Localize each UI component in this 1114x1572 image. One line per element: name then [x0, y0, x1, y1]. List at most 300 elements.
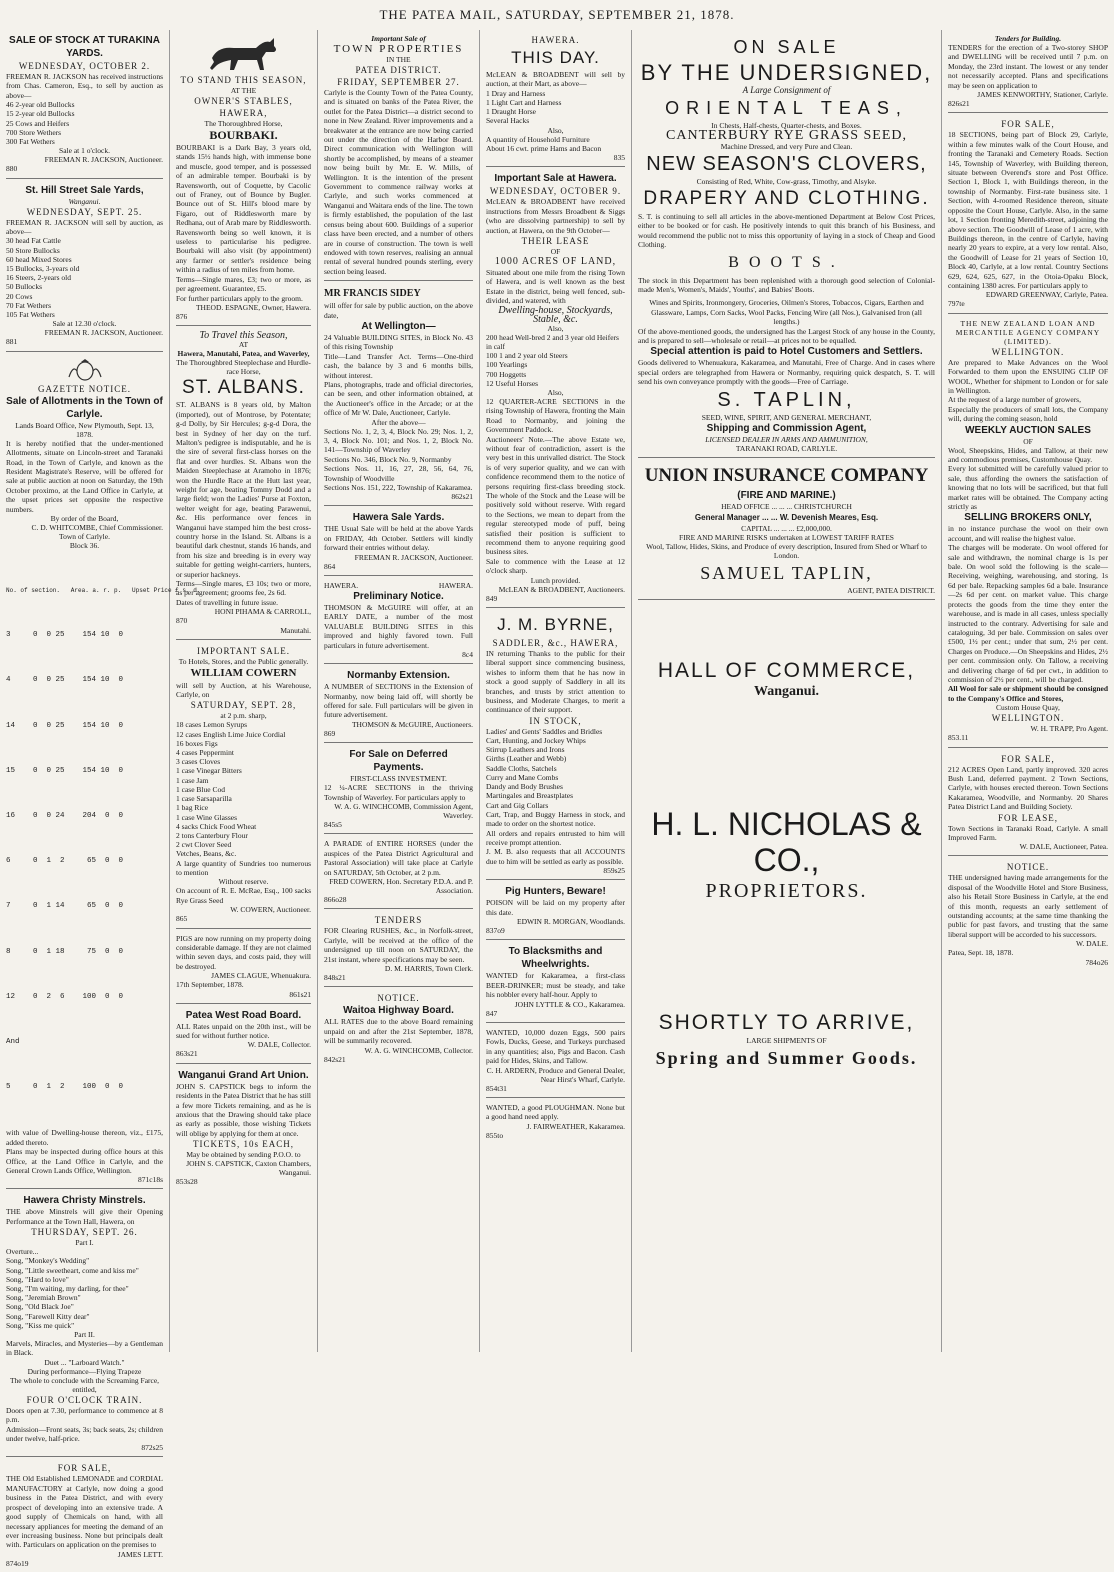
ad-ref: 865: [176, 914, 188, 924]
list-item: 18 cases Lemon Syrups: [176, 720, 248, 730]
section-item: Sections Nos. 151, 222, Township of Kakaramea.: [324, 483, 473, 493]
drapery-body: S. T. is continuing to sell all articles in the above-mentioned Department at Below Cost Prices, either to be booked or for cash. He positively intends to quit this branch of his Business, and would recommend the public not to miss this opportunity of laying in a stock of Cheap and Good Clothing.: [638, 212, 935, 250]
horse-line: The Thoroughbred Horse,: [204, 119, 283, 128]
list-item: 1 bag Rice: [176, 803, 209, 813]
ad-ref: 847: [486, 1008, 498, 1018]
shipping-line: Shipping and Commission Agent,: [706, 422, 867, 434]
horse-name: ST. ALBANS.: [182, 377, 305, 399]
above-line: Of the above-mentioned goods, the undersigned has the Largest Stock of any house in the County, and is prepared to sell—wholesale or retail—at prices not to be equalled.: [638, 326, 935, 346]
blacksmiths-ad: [486, 943, 625, 1023]
desc-line: The Thoroughbred Steeplechase and Hurdle-race Horse,: [176, 358, 311, 377]
trades-line: SEED, WINE, SPIRIT, AND GENERAL MERCHANT,: [701, 412, 872, 422]
normanby-extension-ad: [324, 667, 473, 743]
farce-title: FOUR O'CLOCK TRAIN.: [26, 1394, 143, 1405]
goods-list: [176, 720, 311, 858]
table-row: 14 0 0 25 154 10 0: [6, 721, 124, 730]
accounts-line: J. M. B. also requests that all ACCOUNTS due to him will be settled as early as possible.: [486, 847, 625, 866]
value-note: with value of Dwelling-house thereon, viz., £175, added thereto.: [6, 1128, 163, 1147]
obtain-line: May be obtained by sending P.O.O. to: [186, 1150, 301, 1160]
ad-place: Wanganui.: [68, 196, 101, 206]
firm-name: H. L. NICHOLAS & CO.,: [651, 805, 922, 878]
ad-date: 17th September, 1878.: [176, 980, 244, 990]
ad-ref: 854t31: [486, 1083, 507, 1093]
ad-title: FOR SALE,: [57, 1463, 112, 1474]
ad-date: WEDNESDAY, OCTOBER 2.: [18, 61, 151, 71]
list-item: 50 Store Bullocks: [6, 245, 60, 255]
at-line: AT: [238, 340, 249, 350]
ad-body: FREEMAN R. JACKSON will sell by auction, as above—: [6, 217, 163, 237]
lease-body: Town Sections in Taranaki Road, Carlyle. A small Improved Farm.: [948, 823, 1108, 842]
list-item: 25 Cows and Heifers: [6, 118, 70, 128]
st-hill-sale-yards-ad: [6, 182, 163, 352]
hawera-row: [324, 581, 473, 590]
trade-line: SADDLER, &c., HAWERA,: [492, 638, 619, 649]
list-item: Ladies' and Gents' Saddles and Bridles: [486, 726, 603, 736]
list-item: Song, "Farewell Kitty dear": [6, 1311, 90, 1321]
ad-date: WEDNESDAY, SEPT. 25.: [26, 206, 143, 217]
ad-ref: 870: [176, 616, 188, 626]
consigned-line: All Wool for sale or shipment should be consigned to the Company's Office and Stores,: [948, 684, 1108, 703]
ad-body: JOHN S. CAPSTICK begs to inform the residents in the Patea District that he has still a few more Tickets remaining, and as he is anxious that the Drawing should take place as early as possible, those wishing Tickets will oblige by applying for them at once.: [176, 1081, 311, 1138]
part-heading: Part I.: [75, 1238, 94, 1248]
ad-title: NOTICE.: [377, 993, 420, 1004]
section-item: Sections Nos. 11, 16, 27, 28, 56, 64, 76, Township of Woodville: [324, 464, 473, 483]
list-item: 12 Useful Horses: [486, 378, 539, 388]
table-row: And: [6, 1037, 20, 1046]
ad-signature: W. DALE.: [1075, 939, 1108, 949]
eggs-wanted-ad: [486, 1026, 625, 1098]
ad-body: will offer for sale by public auction, on the above date,: [324, 301, 473, 320]
town-heading: Town of Carlyle.: [59, 531, 110, 541]
more-line: About 16 cwt. prime Hams and Bacon: [486, 144, 602, 154]
wines-line: Wines and Spirits, Ironmongery, Groceries, Oilmen's Stores, Tobaccos, Cigars, Earthen and Glassware, Lamps, Corn Sacks, Wool Packs, Fencing Wire (all Nos.), Galvanised Iron (all lengths.): [649, 298, 924, 327]
ad-signature: J. FAIRWEATHER, Kakaramea.: [526, 1121, 625, 1131]
brokers-heading: SELLING BROKERS ONLY,: [964, 512, 1092, 524]
ad-ref: 853s28: [176, 1177, 198, 1187]
dates-line: Dates of travelling in future issue.: [176, 597, 279, 607]
ad-ref: 872s25: [141, 1443, 163, 1453]
list-item: Curry and Mane Combs: [486, 772, 559, 782]
ad-body: A PARADE of ENTIRE HORSES (under the auspices of the Patea District Agricultural and Pastoral Association) will take place at Carlyle on SATURDAY, 5th October, at 2 p.m.: [324, 839, 473, 877]
list-item: 16 Steers, 2-years old: [6, 273, 71, 283]
column-3: [318, 30, 480, 1352]
deferred-payments-ad: [324, 746, 473, 834]
table-row: 12 0 2 6 100 0 0: [6, 992, 124, 1001]
ad-title: Hawera Christy Minstrels.: [23, 1195, 146, 1207]
ad-body: McLEAN & BROADBENT will sell by auction, at their Mart, as above—: [486, 70, 625, 89]
masthead: THE PATEA MAIL, SATURDAY, SEPTEMBER 21, 1878.: [379, 7, 735, 22]
list-item: 1 Dray and Harness: [486, 88, 546, 98]
ad-body: PIGS are now running on my property doing considerable damage. If they are not claimed within seven days, and costs paid, they will be destroyed.: [176, 933, 311, 971]
ad-body: WANTED, 10,000 dozen Eggs, 500 pairs Fowls, Ducks, Geese, and Turkeys purchased in any quantities; also, Pigs and Bacon. Cash paid for Hides, Skins, and Tallow.: [486, 1027, 625, 1066]
charges-line: The charges will be moderate. On wool offered for sale and withdrawn, the nominal charge is 1s per bale. On wool sold the following is the scale—Receiving, weighing, warehousing, and storing, 1s 6d per bale. Repacking samples 6d a bale. Insurance—2s 6d per cent. on market value. This charge protects the goods from the time they enter the warehouse, and is made in all cases, unless specially instructed to the contrary. Advertising for sale and cataloguing, 3d per bale. Commission on sales over £500, 1½ per cent.; under that sum, 2½ per cent. Charges on Produce.—On Sheepskins and Hides, 2½ per cent. commission only. On Tallow, a receiving and delivering charge of 6d per cwt., in addition to commission of 2½ per cent., will be charged.: [948, 543, 1108, 684]
list-item: 2 tons Canterbury Flour: [176, 830, 248, 840]
ad-signature: FREEMAN R. JACKSON, Auctioneer.: [354, 552, 473, 562]
ad-title: Sale of Allotments in the Town of Carlyle.: [6, 395, 163, 420]
table-row: 5 0 1 2 100 0 0: [6, 1083, 124, 1092]
ad-ref: 784o26: [1085, 957, 1108, 967]
orders-line: All orders and repairs entrusted to him will receive prompt attention.: [486, 828, 625, 847]
list-item: Overture...: [6, 1247, 39, 1257]
list-item: 300 Fat Wethers: [6, 137, 55, 147]
during-line: During performance—Flying Trapeze: [27, 1366, 142, 1376]
ad-title: Important Sale at Hawera.: [494, 173, 617, 185]
ad-ref: 848s21: [324, 973, 346, 982]
horse-icon: [204, 36, 284, 72]
ad-body: POISON will be laid on my property after this date.: [486, 898, 625, 917]
sale-time: Sale at 1 o'clock.: [59, 146, 110, 156]
ad-body: THE undersigned having made arrangements for the disposal of the Woodville Hotel and Store Business, also his Retail Store Business in Carlyle, at the end of this month, requests an early settlement of outstanding accounts; at the same time thanking the public for past favors, and trusting that the same liberal support will be accorded to his successors.: [948, 873, 1108, 939]
hawera-sale-yards-ad: [324, 509, 473, 576]
duet-line: Duet ... "Larboard Watch.": [44, 1357, 125, 1367]
ad-title: St. Hill Street Sale Yards,: [25, 184, 144, 196]
especially-line: Especially the producers of small lots, the Company will, during the coming season, hold: [948, 404, 1108, 424]
list-item: Song, "Hard to love": [6, 1274, 69, 1284]
list-item: 12 cases English Lime Juice Cordial: [176, 729, 286, 739]
ad-ref: 826s21: [948, 99, 970, 109]
of-line: OF: [550, 247, 561, 257]
ad-body: WANTED, a good PLOUGHMAN. None but a good hand need apply.: [486, 1103, 625, 1122]
hawera-left: HAWERA.: [324, 581, 359, 591]
section-item: Sections No. 1, 2, 3, 4, Block No. 29; Nos. 1, 2, 3, 4, Block No. 101; and Nos. 1, 2, Block No. 141—Township of Waverley: [324, 426, 473, 455]
hall-title: HALL OF COMMERCE,: [657, 659, 916, 683]
ad-kicker: Important Sale of: [371, 34, 426, 43]
ad-ref: 835: [613, 153, 625, 163]
ad-body: THOMSON & McGUIRE will offer, at an EARLY DATE, a number of the most VALUABLE BUILDING SITES in this improved and highly favored town. Full particulars in future advertisement.: [324, 603, 473, 650]
horse-name: BOURBAKI.: [209, 128, 278, 142]
business-name: S. TAPLIN,: [717, 388, 856, 411]
in-stock-heading: IN STOCK,: [529, 715, 582, 726]
list-item: 60 head Mixed Stores: [6, 254, 72, 264]
ad-ref: 859s25: [603, 866, 625, 876]
list-item: 50 Bullocks: [6, 282, 43, 292]
dwelling-line: Dwelling-house, Stockyards, Stable, &c.: [498, 304, 613, 325]
weekly-heading: WEEKLY AUCTION SALES: [965, 424, 1091, 436]
dale-for-sale-ad: [948, 751, 1108, 857]
ad-signature: McLEAN & BROADBENT, Auctioneers.: [498, 584, 625, 594]
patea-west-road-board-ad: [176, 1007, 311, 1064]
list-item: 3 cases Cloves: [176, 757, 221, 767]
ad-ref: 862s21: [451, 492, 473, 502]
ad-body: It is hereby notified that the under-mentioned Allotments, situate on Lincoln-street and Taranaki Road, in the Town of Carlyle, and known as the Resident Magistrate's Reserve, will be offered for sale at public auction at noon on Saturday, the 19th October proximo, at the Land Office in Carlyle, at the upset prices set opposite the respective numbers.: [6, 438, 163, 514]
art-union-ad: [176, 1067, 311, 1191]
ad-subtitle: BY THE UNDERSIGNED,: [640, 60, 933, 85]
ad-ref: 863s21: [176, 1049, 198, 1059]
rye-sub: Machine Dressed, and very Pure and Clean.: [720, 142, 853, 151]
list-item: Dandy and Body Brushes: [486, 782, 563, 792]
stock-sale-turakina-ad: [6, 32, 163, 179]
list-item: 200 head Well-bred 2 and 3 year old Heifers in calf: [486, 332, 619, 351]
proprietors-line: PROPRIETORS.: [705, 879, 868, 902]
ad-subtitle: FIRST-CLASS INVESTMENT.: [350, 774, 447, 784]
list-item: 20 Cows: [6, 291, 33, 301]
list-item: Song, "Little sweetheart, come and kiss me": [6, 1265, 139, 1275]
st-albans-stud-ad: [176, 329, 311, 639]
waitoa-board-ad: [324, 990, 473, 1068]
ad-ref: 842s21: [324, 1054, 346, 1064]
ad-signature: EDWIN R. MORGAN, Woodlands.: [516, 916, 625, 926]
wool-line: Wool, Sheepskins, Hides, and Tallow, at their new and commodious premises, Customhouse Quay.: [948, 445, 1108, 464]
ad-ref: 866o28: [324, 894, 347, 904]
sundries-line: A large quantity of Sundries too numerous to mention: [176, 858, 311, 877]
goods-list: [486, 89, 625, 126]
lemonade-factory-ad: [6, 1460, 163, 1572]
ad-body: TENDERS for the erection of a Two-storey SHOP and DWELLING will be received until 7 p.m. on Monday, the 23rd instant. The lowest or any tender not necessarily accepted. Plans and specifications may be seen on application to: [948, 43, 1108, 90]
owner-line: OWNER'S STABLES, HAWERA,: [194, 96, 293, 118]
list-item: 100 Yearlings: [486, 360, 528, 370]
ad-body: ALL Rates unpaid on the 20th inst., will be sued for without further notice.: [176, 1021, 311, 1040]
list-item: 4 sacks Chick Food Wheat: [176, 821, 257, 831]
ad-ref: 845s5: [324, 819, 342, 829]
preliminary-notice-ad: [324, 579, 473, 664]
town-properties-ad: [324, 32, 473, 281]
stock-list: [6, 100, 163, 146]
lots-line: 24 Valuable BUILDING SITES, in Block No. 43 of this rising Township: [324, 332, 473, 352]
ad-body: FOR Clearing RUSHES, &c., in Norfolk-street, Carlyle, will be received at the office of the undersigned up till noon on SATURDAY, the 21st instant, where specifications may be seen.: [324, 926, 473, 964]
nicholas-hall-of-commerce-ad: [638, 603, 935, 1129]
auctioneer-name: MR FRANCIS SIDEY: [324, 288, 421, 300]
also-line: Also,: [547, 323, 564, 333]
terms-line: Terms—Single mares, £3; two or more, as per agreement. Guarantee, £5.: [176, 274, 311, 294]
ad-body: Carlyle is the County Town of the Patea County, and is situated on banks of the Patea River, the outlet for the Patea District—a district second to none in New Zealand. River improvements and a breakwater at the entrance are now being carried out under the direction of the Harbor Board. Direct communication with Wellington will shortly be accomplished, by means of a steamer now being built by Mr. E. W. Mills, of Wellington. It is the intention of the present Government to commence railway works at Carlyle, and such works commenced at Wanganui and Waitara ends of the line. The town is firmly established, the population of the last census being about 600. Buildings of a superior class have been erected, and a number of others are in course of construction. The town is well endowed with town reserves, realising an annual rental of several hundred pounds sterling, every section being leased.: [324, 88, 473, 276]
ad-ref: 881: [6, 337, 18, 347]
at-line: AT THE: [230, 86, 257, 95]
ad-signature: THEOD. ESPAGNE, Owner, Hawera.: [195, 302, 311, 312]
travel-heading: To Travel this Season,: [199, 330, 288, 342]
ad-title: THIS DAY.: [511, 48, 600, 67]
programme-list: [6, 1247, 163, 1330]
stock-list: [486, 727, 625, 810]
ad-ref: 861s21: [289, 989, 311, 999]
list-item: 700 Hoggetts: [486, 369, 527, 379]
consign-line: A Large Consignment of: [742, 85, 831, 95]
ad-title: Tenders for Building.: [994, 34, 1062, 43]
ad-place: Manutahi.: [280, 625, 311, 635]
sections-line: 12 QUARTER-ACRE SECTIONS in the rising Township of Hawera, fronting the Main Road to Normanby, and joining the Government Paddock.: [486, 396, 625, 435]
ad-title: ON SALE: [733, 37, 840, 57]
list-item: 1 Light Cart and Harness: [486, 98, 562, 108]
ad-body: IN returning Thanks to the public for their liberal support since commencing business, wishes to inform them that he has now in stock a good supply of Saddlery in all its branches, and trusts by strict attention to business, and Moderate Charges, to merit a continuance of their support.: [486, 649, 625, 715]
ad-signature: W. A. G. WINCHCOMB, Collector.: [364, 1045, 473, 1055]
important-sale-hawera-ad: [486, 170, 625, 608]
ploughman-wanted-ad: [486, 1101, 625, 1144]
ad-ref: 864: [324, 561, 336, 571]
teas-heading: ORIENTAL TEAS,: [665, 98, 908, 118]
lease-heading: FOR LEASE,: [997, 812, 1058, 823]
list-item: 46 2-year old Bullocks: [6, 100, 75, 110]
office-line: Lands Board Office, New Plymouth, Sept. 13, 1878.: [15, 420, 154, 439]
ad-signature: EDWARD GREENWAY, Carlyle, Patea.: [985, 290, 1108, 300]
ad-body: will sell by Auction, at his Warehouse, Carlyle, on: [176, 680, 311, 700]
section-item: Sections No. 346, Block No. 9, Normanby: [324, 454, 452, 464]
request-line: At the request of a large number of growers,: [948, 395, 1081, 405]
list-item: 1 Draught Horse: [486, 107, 536, 117]
list-item: Several Hacks: [486, 116, 530, 126]
table-row: 16 0 0 24 204 0 0: [6, 811, 124, 820]
ad-signature: JAMES CLAGUE, Whenuakura.: [211, 971, 311, 981]
notice-heading: GAZETTE NOTICE.: [38, 383, 131, 394]
also-line: Also,: [547, 125, 564, 135]
ad-signature: C. H. ARDERN, Produce and General Dealer, Near Hirst's Wharf, Carlyle.: [486, 1065, 625, 1084]
ad-title: UNION INSURANCE COMPANY: [644, 464, 929, 486]
ad-signature: W. H. TRAPP, Pro Agent.: [1030, 724, 1108, 734]
table-header: No. of section. Area. a. r. p. Upset Price £ s. d.: [6, 586, 201, 594]
arrive-heading: SHORTLY TO ARRIVE,: [658, 1011, 915, 1035]
list-item: 15 Bullocks, 3-years old: [6, 264, 80, 274]
ad-body: ALL RATES due to the above Board remaining unpaid on and after the 21st September, 1878, will be summarily recovered.: [324, 1017, 473, 1046]
sale-line: Sale to commence with the Lease at 12 o'clock sharp.: [486, 556, 625, 576]
nz-loan-company-ad: [948, 317, 1108, 748]
ad-signature: FREEMAN R. JACKSON, Auctioneer.: [44, 155, 163, 165]
plans-line: Plans, photographs, trade and official directories, can be seen, and other information obtained, at the Auctioneer's office in the Arcade; or at the office of Mr W. Dale, Auctioneer, Carlyle.: [324, 379, 473, 418]
cowern-important-sale-ad: [176, 643, 311, 929]
ad-ref: 871c18s: [138, 1175, 163, 1185]
head-office-line: HEAD OFFICE ... ... ... CHRISTCHURCH: [721, 501, 852, 511]
ad-title: Pig Hunters, Beware!: [505, 886, 606, 898]
more-line: A quantity of Household Furniture: [486, 134, 590, 144]
ad-place: WELLINGTON.: [991, 346, 1065, 357]
table-row: 3 0 0 25 154 10 0: [6, 631, 124, 640]
ad-ref: 880: [6, 164, 18, 174]
ad-ref: 853.11: [948, 733, 969, 743]
list-item: Song, "I'm waiting, my darling, for thee": [6, 1284, 129, 1294]
ad-body: McLEAN & BROADBENT have received instructions from Messrs Broadbent & Siggs (who are dissolving partnership) to sell by auction, at Hawera, on the 9th October—: [486, 197, 625, 235]
ad-title: IMPORTANT SALE.: [196, 645, 291, 656]
ad-signature: D. M. HARRIS, Town Clerk.: [384, 964, 473, 973]
ad-ref: 869: [324, 728, 336, 738]
column-2: [170, 30, 318, 1352]
lease-heading: THEIR LEASE: [521, 236, 590, 247]
part-heading: Part II.: [74, 1330, 95, 1340]
desc-line: Situated about one mile from the rising Town of Hawera, and is well known as the best Estate in the district, being well fenced, sub-divided, and watered, with: [486, 268, 625, 306]
column-5: [632, 30, 942, 1352]
plans-note: Plans may be inspected during office hours at this Office, at the Land Office in Carlyle, and the General Crown Lands Office, Wellington.: [6, 1147, 163, 1175]
ad-title: SALE OF STOCK AT TURAKINA YARDS.: [9, 35, 160, 59]
list-item: Song, "Old Black Joe": [6, 1302, 74, 1312]
list-item: 30 head Fat Cattle: [6, 236, 61, 246]
stock-list: [6, 236, 163, 319]
ad-title: TENDERS: [374, 915, 423, 926]
also-line: Also,: [547, 387, 564, 397]
ad-title: To Blacksmiths and Wheelwrights.: [508, 946, 603, 971]
ad-subtitle: Waitoa Highway Board.: [343, 1005, 454, 1017]
list-item: 16 boxes Figs: [176, 738, 218, 748]
table-row: 4 0 0 25 154 10 0: [6, 676, 124, 685]
list-item: 105 Fat Wethers: [6, 310, 55, 320]
ad-body: BOURBAKI is a Dark Bay, 3 years old, stands 15½ hands high, with immense bone and muscle, good temper, and is possessed of an admirable temper. Bourbaki is by Ravensworth, out of Coquette, by Cacolic out of Franey, out of Bounce by Bugler. Bounce out of St. Hill's blood mare by Figaro, out of Riddlesworth mare by Redhana, out of Arab mare by Riddlesworth. Ravensworth being so well known, it is useless to particularise his pedigree. Bourbaki will also visit (by appointment) any farmer or settler's residence being within a radius of ten miles from home.: [176, 143, 311, 275]
ad-signature: FREEMAN R. JACKSON, Auctioneer.: [44, 328, 163, 338]
taplin-on-sale-ad: [638, 32, 935, 458]
stand-heading: TO STAND THIS SEASON,: [180, 75, 307, 85]
part-body: Marvels, Miracles, and Mysteries—by a Gentleman in Black.: [6, 1339, 163, 1358]
ad-title: THE NEW ZEALAND LOAN AND MERCANTILE AGENCY COMPANY (LIMITED).: [955, 318, 1101, 346]
sale-time: Sale at 12.30 o'clock.: [52, 319, 117, 329]
manager-line: General Manager ... ... W. Devenish Meares, Esq.: [694, 512, 879, 522]
list-item: Stirrup Leathers and Irons: [486, 745, 565, 755]
rye-heading: CANTERBURY RYE GRASS SEED,: [666, 128, 907, 143]
ad-body: FREEMAN R. JACKSON has received instructions from Chas. Cameron, Esq., to sell by auction as above—: [6, 72, 163, 100]
after-line: After the above—: [371, 417, 426, 427]
ad-title: For Sale on Deferred Payments.: [349, 749, 448, 774]
list-item: Saddle Cloths, Satchels: [486, 763, 557, 773]
time-line: at 2 p.m. sharp,: [220, 711, 267, 721]
list-item: Song, "Jeremiah Brown": [6, 1293, 81, 1303]
column-4: [480, 30, 632, 1352]
dale-notice-ad: [948, 859, 1108, 970]
quay-line: Custom House Quay,: [996, 703, 1060, 713]
ad-title: TOWN PROPERTIES: [333, 43, 464, 55]
table-row: 15 0 0 25 154 10 0: [6, 766, 124, 775]
list-item: 1 case Vinegar Bitters: [176, 766, 242, 776]
list-item: 2 cwt Clover Seed: [176, 840, 232, 850]
union-insurance-ad: [638, 461, 935, 600]
acres-heading: 1000 ACRES OF LAND,: [494, 256, 617, 268]
ad-date: WEDNESDAY, OCTOBER 9.: [489, 186, 622, 197]
ad-title: Normanby Extension.: [347, 670, 450, 682]
places-line: Hawera, Manutahi, Patea, and Waverley,: [177, 349, 310, 359]
drapery-heading: DRAPERY AND CLOTHING.: [643, 188, 930, 209]
ad-ref: 797te: [948, 299, 965, 309]
ad-date: SATURDAY, SEPT. 28,: [190, 700, 297, 711]
list-item: 15 2-year old Bullocks: [6, 109, 75, 119]
ad-body: 12 ¼-ACRE SECTIONS in the thriving Township of Waverley. For particulars apply to: [324, 783, 473, 802]
doors-line: Doors open at 7.30, performance to commence at 8 p.m.: [6, 1405, 163, 1425]
conclude-line: The whole to conclude with the Screaming Farce, entitled,: [9, 1375, 160, 1394]
ad-ref: 837o9: [486, 925, 505, 935]
to-line: To Hotels, Stores, and the Public generally.: [178, 656, 309, 666]
terms-line: Terms—Single mares, £3 10s; two or more, as per agreement; grooms fee, 2s 6d.: [176, 579, 311, 598]
tenders-building-ad: [948, 32, 1108, 113]
ad-title: FOR SALE,: [1001, 119, 1055, 130]
ad-subtitle: (FIRE AND MARINE.): [737, 489, 836, 501]
ad-place: HAWERA.: [531, 35, 580, 45]
ad-signature: W. DALE, Auctioneer, Patea.: [1019, 842, 1108, 852]
ad-date: Patea, Sept. 18, 1878.: [948, 948, 1014, 958]
list-item: 4 cases Peppermint: [176, 748, 234, 758]
ad-signature: JOHN LYTTLE & CO., Kakaramea.: [514, 999, 625, 1009]
table-row: 8 0 1 18 75 0 0: [6, 947, 124, 956]
list-item: 1 case Sarsaparilla: [176, 794, 232, 804]
column-6: [942, 30, 1114, 1352]
risks-line: FIRE AND MARINE RISKS undertaken at LOWEST TARIFF RATES: [679, 532, 894, 542]
ad-body: THE above Minstrels will give their Opening Performance at the Town Hall, Hawera, on: [6, 1207, 163, 1226]
goods-line: Spring and Summer Goods.: [655, 1048, 918, 1069]
list-item: Vetches, Beans, &c.: [176, 849, 237, 859]
special-line: Special attention is paid to Hotel Customers and Settlers.: [650, 346, 923, 358]
tickets-line: TICKETS, 10s EACH,: [193, 1139, 294, 1150]
ad-ref: 874o19: [6, 1558, 29, 1568]
list-item: Girths (Leather and Webb): [486, 754, 567, 764]
byrne-saddler-ad: [486, 611, 625, 880]
list-item: 1 case Wine Glasses: [176, 812, 237, 822]
list-item: Martingales and Breastplates: [486, 791, 574, 801]
ad-body: THE Old Established LEMONADE and CORDIAL MANUFACTORY at Carlyle, now doing a good business in the Patea District, and with every prospect of developing into an extensive trade. A good supply of Chemicals on hand, with all necessary appliances for meeting the demand of an ever increasing business. None but principals dealt with. Particulars on application on the premises to: [6, 1474, 163, 1550]
city-line: WELLINGTON.: [991, 713, 1065, 724]
lunch-line: Lunch provided.: [530, 575, 581, 585]
ad-body: THE Usual Sale will be held at the above Yards on FRIDAY, 4th October. Settlers will kindly forward their entries without delay.: [324, 524, 473, 553]
ad-title: Hawera Sale Yards.: [352, 512, 445, 524]
harness-line: Cart, Trap, and Buggy Harness in stock, and made to order on the shortest notice.: [486, 809, 625, 829]
pig-hunters-ad: [486, 883, 625, 940]
ad-signature: JAMES LETT.: [117, 1549, 163, 1559]
clovers-sub: Consisting of Red, White, Cow-grass, Timothy, and Alsyke.: [696, 177, 877, 186]
ad-body: 18 SECTIONS, being part of Block 29, Carlyle, within a few minutes walk of the Court House, and fronting the Taranaki and Cemetery Roads. Section 145, Township of Waverley, with Building thereon, situate between Overend's store and Post Office. Section 1, Block 1, with Buildings thereon, in the township of Normanby. First-rate business site. 1 Section, with 4-roomed Residence thereon, situate opposite the Court House, Carlyle. Also, in the same lot, 1 Section fronting Meredith-street, adjoining the above section. The Goodwill of Lease of 1 acre, with Buildings thereon, in the centre of Carlyle, having nearly 20 years to expire, at a very low rental. Also, the Goodwill of Lease for 21 years of Section 10, Block 40, Carlyle, at a low rental. Country Sections 629, 624, 625, 627, in the Otoia-Opaku Block, containing 1380 acres. For particulars apply to: [948, 130, 1108, 290]
details-line: Every lot submitted will be carefully valued prior to sale, thus affording the owners the satisfaction of knowing that no lots will be sacrificed, but that full market rates will be obtained. The Company acting strictly as: [948, 464, 1108, 512]
teas-sub: In Chests, Half-chests, Quarter-chests, and Boxes.: [711, 121, 862, 130]
ad-date: FRIDAY, SEPTEMBER 27.: [337, 77, 460, 87]
pigs-notice-ad: [176, 932, 311, 1004]
auctioneer-name: WILLIAM COWERN: [190, 666, 297, 679]
